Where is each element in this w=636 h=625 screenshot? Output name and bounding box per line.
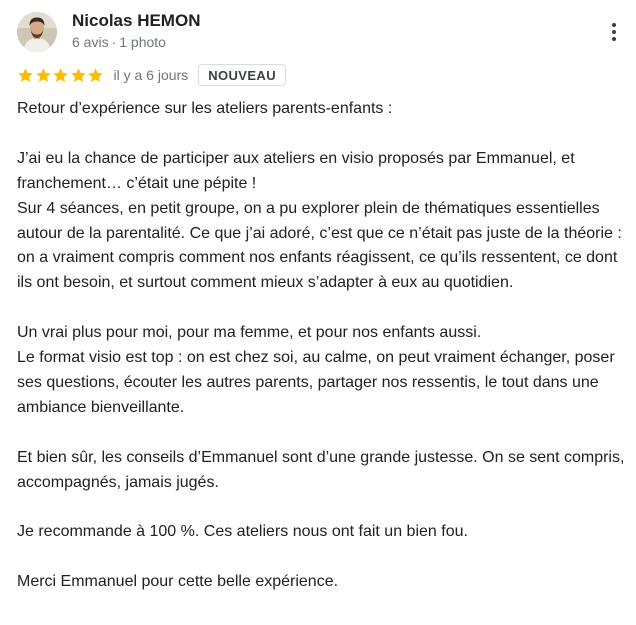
review-paragraph: Merci Emmanuel pour cette belle expérience. — [17, 573, 339, 591]
star-icon — [35, 67, 52, 84]
star-icon — [17, 67, 34, 84]
author-name[interactable]: Nicolas HEMON — [72, 11, 201, 30]
more-vert-icon-dot — [612, 37, 616, 41]
new-badge[interactable]: NOUVEAU — [198, 64, 286, 86]
review-paragraph: Un vrai plus pour moi, pour ma femme, et pour nos enfants aussi. Le format visio est top : on est chez soi, au calme, on peut vraiment échanger, poser ses questions, écouter les autres parents, partager nos ressentis, le tout dans une ambiance bienveillante. — [17, 324, 615, 416]
author-review-count: 6 avis — [72, 34, 109, 50]
rating-row — [17, 63, 286, 87]
review-date: il y a 6 jours — [113, 67, 189, 83]
star-icon — [52, 67, 69, 84]
review-paragraph: Et bien sûr, les conseils d’Emmanuel sont d’une grande justesse. On se sent compris, accompagnés, jamais jugés. — [17, 448, 625, 491]
avatar-photo-icon — [17, 12, 57, 52]
more-vert-icon — [612, 23, 616, 27]
star-icon — [87, 67, 104, 84]
review-text — [17, 97, 629, 595]
author-meta — [72, 34, 166, 50]
review-paragraph: J’ai eu la chance de participer aux ateliers en visio proposés par Emmanuel, et franchement… c’était une pépite ! Sur 4 séances, en petit groupe, on a pu explorer plein de thématiques essentielles autour de la parentalité. Ce que j’ai adoré, c’est que ce n’était pas juste de la théorie : on a vraiment compris comment nos enfants réagissent, ce qu’ils ressentent, ce dont ils ont besoin, et surtout comment mieux s’adapter à eux au quotidien. — [17, 149, 622, 292]
review-paragraph: Retour d’expérience sur les ateliers parents-enfants : — [17, 100, 393, 117]
author-avatar[interactable] — [17, 12, 57, 52]
more-vert-icon-dot — [612, 30, 616, 34]
author-photo-count: 1 photo — [119, 34, 166, 50]
star-icon — [70, 67, 87, 84]
star-rating — [17, 67, 105, 84]
review-paragraph: Je recommande à 100 %. Ces ateliers nous ont fait un bien fou. — [17, 523, 468, 541]
meta-separator: · — [111, 34, 117, 50]
more-options-button[interactable] — [602, 18, 626, 46]
